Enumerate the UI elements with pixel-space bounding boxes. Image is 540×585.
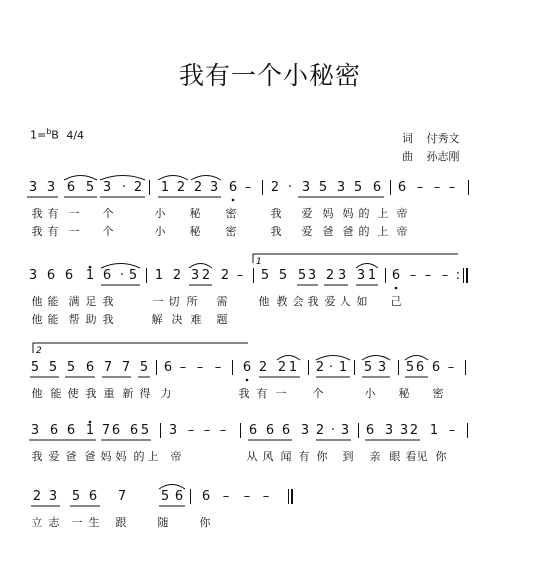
augmentation-dot: · xyxy=(328,360,334,375)
dash-sustain: – xyxy=(447,360,455,375)
dash-sustain: – xyxy=(448,423,456,438)
note: 7 xyxy=(103,360,113,375)
lyric-char: 妈 xyxy=(342,207,354,220)
lyric-char: 能 xyxy=(47,313,59,326)
note: 6 xyxy=(129,423,139,438)
note: 6 xyxy=(174,489,184,504)
note: 2 xyxy=(315,423,325,438)
lyric-char: 到 xyxy=(342,450,354,463)
note: 3 xyxy=(307,268,317,283)
note: 3 xyxy=(48,489,58,504)
octave-dot-high xyxy=(89,266,92,269)
note: 3 xyxy=(337,268,347,283)
lyric-char: 我 xyxy=(31,225,43,238)
note: 7 xyxy=(117,489,127,504)
lyric-char: 密 xyxy=(225,207,237,220)
lyric-char: 所 xyxy=(186,295,198,308)
dash-sustain: – xyxy=(243,489,251,504)
note: 2 xyxy=(172,268,182,283)
slur-arc xyxy=(405,356,428,361)
note: 2 xyxy=(270,180,280,195)
note: 1 xyxy=(160,180,170,195)
note: 3 xyxy=(340,423,350,438)
note: 6 xyxy=(85,360,95,375)
slur-arc xyxy=(356,264,378,269)
lyric-char: 我 xyxy=(238,387,250,400)
note: 6 xyxy=(431,360,441,375)
lyric-char: 个 xyxy=(312,387,324,400)
first-ending-number: 1 xyxy=(256,257,262,267)
lyric-char: 难 xyxy=(190,313,202,326)
lyric-char: 爱 xyxy=(301,225,313,238)
note: 2 xyxy=(325,268,335,283)
note: 7 xyxy=(101,423,111,438)
slur-arc xyxy=(159,485,185,490)
lyric-char: 满 xyxy=(68,295,80,308)
note: 5 xyxy=(318,180,328,195)
octave-dot-low xyxy=(232,199,235,202)
note: 3 xyxy=(384,423,394,438)
lyric-char: 上 xyxy=(377,207,389,220)
note: 6 xyxy=(111,423,121,438)
lyric-char: 我 xyxy=(102,295,114,308)
lyric-char: 我 xyxy=(102,313,114,326)
note: 6 xyxy=(49,423,59,438)
lyric-char: 会 xyxy=(292,295,304,308)
note: 6 xyxy=(397,180,407,195)
lyric-char: 密 xyxy=(432,387,444,400)
credit-name: 孙志刚 xyxy=(426,150,460,163)
lyric-char: 闻 xyxy=(280,450,292,463)
augmentation-dot: · xyxy=(119,268,125,283)
lyric-char: 小 xyxy=(154,207,166,220)
note: 2 xyxy=(32,489,42,504)
note: 5 xyxy=(71,489,81,504)
lyric-char: 个 xyxy=(102,207,114,220)
credit-name: 付秀文 xyxy=(426,132,460,145)
dash-sustain: – xyxy=(424,268,432,283)
lyric-char: 一 xyxy=(68,225,80,238)
credit-role: 曲 xyxy=(402,150,413,163)
dash-sustain: – xyxy=(236,268,244,283)
note: 1 xyxy=(154,268,164,283)
lyric-char: 上 xyxy=(147,450,159,463)
note: 1 xyxy=(288,360,298,375)
dash-sustain: – xyxy=(448,180,456,195)
lyric-char: 一 xyxy=(68,207,80,220)
note: 1 xyxy=(338,360,348,375)
lyric-char: 人 xyxy=(339,295,351,308)
note: 3 xyxy=(28,268,38,283)
note: 3 xyxy=(46,180,56,195)
dash-sustain: – xyxy=(416,180,424,195)
note: 5 xyxy=(30,360,40,375)
lyric-char: 助 xyxy=(85,313,97,326)
note: 6 xyxy=(66,180,76,195)
note: 1 xyxy=(367,268,377,283)
note: 1 xyxy=(85,423,95,438)
dash-sustain: – xyxy=(187,423,195,438)
note: 6 xyxy=(248,423,258,438)
note: 3 xyxy=(102,180,112,195)
lyric-char: 他 xyxy=(31,387,43,400)
dash-sustain: – xyxy=(244,180,252,195)
lyric-char: 新 xyxy=(122,387,134,400)
lyric-char: 能 xyxy=(50,387,62,400)
note: 5 xyxy=(353,180,363,195)
note: 2 xyxy=(277,360,287,375)
lyric-char: 小 xyxy=(364,387,376,400)
key-note: B xyxy=(51,128,59,142)
slur-arc xyxy=(362,356,390,361)
lyric-char: 有 xyxy=(256,387,268,400)
dash-sustain: – xyxy=(179,360,187,375)
dash-sustain: – xyxy=(262,489,270,504)
lyric-char: 我 xyxy=(85,387,97,400)
note: 3 xyxy=(336,180,346,195)
lyric-char: 秘 xyxy=(189,225,201,238)
note: 6 xyxy=(66,423,76,438)
augmentation-dot: · xyxy=(330,423,336,438)
lyric-char: 爸 xyxy=(65,450,77,463)
repeat-colon: : xyxy=(455,268,461,283)
note: 3 xyxy=(190,268,200,283)
lyric-char: 上 xyxy=(377,225,389,238)
lyric-char: 切 xyxy=(168,295,180,308)
note: 1 xyxy=(85,268,95,283)
note: 3 xyxy=(168,423,178,438)
dash-sustain: – xyxy=(196,360,204,375)
note: 2 xyxy=(315,360,325,375)
lyric-char: 力 xyxy=(160,387,172,400)
time-signature: 4/4 xyxy=(66,128,85,142)
lyric-char: 题 xyxy=(216,313,228,326)
dash-sustain: – xyxy=(433,180,441,195)
augmentation-dot: · xyxy=(121,180,127,195)
lyric-char: 我 xyxy=(307,295,319,308)
lyric-char: 看 xyxy=(405,450,417,463)
lyric-char: 一 xyxy=(152,295,164,308)
slur-arc xyxy=(64,176,97,181)
note: 2 xyxy=(176,180,186,195)
lyric-char: 帝 xyxy=(396,207,408,220)
note: 6 xyxy=(46,268,56,283)
note: 5 xyxy=(278,268,288,283)
note: 6 xyxy=(372,180,382,195)
note: 6 xyxy=(281,423,291,438)
lyric-char: 如 xyxy=(356,295,368,308)
lyric-char: 风 xyxy=(262,450,274,463)
note: 6 xyxy=(265,423,275,438)
song-title: 我有一个小秘密 xyxy=(178,61,361,90)
note: 3 xyxy=(301,180,311,195)
note: 3 xyxy=(300,423,310,438)
note: 3 xyxy=(356,268,366,283)
lyric-char: 个 xyxy=(102,225,114,238)
lyric-char: 妈 xyxy=(322,207,334,220)
lyric-char: 爱 xyxy=(301,207,313,220)
note: 5 xyxy=(260,268,270,283)
lyric-char: 随 xyxy=(157,516,169,529)
augmentation-dot: · xyxy=(287,180,293,195)
note: 2 xyxy=(193,180,203,195)
lyric-char: 能 xyxy=(47,295,59,308)
lyric-char: 有 xyxy=(47,207,59,220)
lyric-char: 他 xyxy=(258,295,270,308)
note: 5 xyxy=(85,180,95,195)
lyric-char: 爱 xyxy=(324,295,336,308)
lyric-char: 妈 xyxy=(100,450,112,463)
note: 3 xyxy=(209,180,219,195)
lyric-char: 我 xyxy=(31,450,43,463)
lyric-char: 决 xyxy=(171,313,183,326)
lyric-char: 得 xyxy=(139,387,151,400)
lyric-char: 的 xyxy=(358,207,370,220)
lyric-char: 你 xyxy=(199,516,211,529)
lyric-char: 生 xyxy=(88,516,100,529)
dash-sustain: – xyxy=(203,423,211,438)
lyric-char: 帮 xyxy=(68,313,80,326)
lyric-char: 我 xyxy=(270,207,282,220)
lyric-char: 足 xyxy=(85,295,97,308)
slur-arc xyxy=(101,264,140,269)
lyric-char: 爱 xyxy=(48,450,60,463)
note: 5 xyxy=(160,489,170,504)
octave-dot-low xyxy=(395,287,398,290)
note: 5 xyxy=(48,360,58,375)
lyric-char: 帝 xyxy=(170,450,182,463)
lyric-char: 志 xyxy=(48,516,60,529)
slur-arc xyxy=(191,176,221,181)
note: 6 xyxy=(64,268,74,283)
lyric-char: 爸 xyxy=(322,225,334,238)
lyric-char: 一 xyxy=(275,387,287,400)
lyric-char: 妈 xyxy=(115,450,127,463)
octave-dot-low xyxy=(246,379,249,382)
lyric-char: 立 xyxy=(31,516,43,529)
lyric-char: 爸 xyxy=(84,450,96,463)
note: 6 xyxy=(242,360,252,375)
lyric-char: 我 xyxy=(270,225,282,238)
note: 5 xyxy=(297,268,307,283)
lyric-char: 解 xyxy=(151,313,163,326)
slur-arc xyxy=(277,356,300,361)
note: 3 xyxy=(399,423,409,438)
key-prefix: 1= xyxy=(30,128,47,142)
note: 5 xyxy=(363,360,373,375)
lyric-char: 眼 xyxy=(389,450,401,463)
note: 2 xyxy=(220,268,230,283)
note: 2 xyxy=(133,180,143,195)
octave-dot-high xyxy=(89,421,92,424)
note: 3 xyxy=(377,360,387,375)
note: 5 xyxy=(139,360,149,375)
note: 6 xyxy=(228,180,238,195)
note: 6 xyxy=(415,360,425,375)
note: 1 xyxy=(429,423,439,438)
note: 6 xyxy=(201,489,211,504)
lyric-char: 你 xyxy=(316,450,328,463)
second-ending-number: 2 xyxy=(36,346,42,356)
note: 5 xyxy=(128,268,138,283)
lyric-char: 秘 xyxy=(398,387,410,400)
lyric-char: 他 xyxy=(31,313,43,326)
lyric-char: 从 xyxy=(246,450,258,463)
dash-sustain: – xyxy=(409,268,417,283)
credit-role: 词 xyxy=(402,132,413,145)
lyric-char: 一 xyxy=(71,516,83,529)
lyric-char: 跟 xyxy=(115,516,127,529)
dash-sustain: – xyxy=(214,360,222,375)
lyric-char: 的 xyxy=(358,225,370,238)
lyric-char: 的 xyxy=(133,450,145,463)
note: 2 xyxy=(409,423,419,438)
dash-sustain: – xyxy=(222,489,230,504)
lyric-char: 需 xyxy=(216,295,228,308)
slur-arc xyxy=(158,176,188,181)
note: 2 xyxy=(258,360,268,375)
lyric-char: 我 xyxy=(31,207,43,220)
note: 5 xyxy=(405,360,415,375)
lyric-char: 小 xyxy=(154,225,166,238)
flat-sign: b xyxy=(46,127,52,136)
note: 3 xyxy=(30,423,40,438)
lyric-char: 他 xyxy=(31,295,43,308)
note: 5 xyxy=(140,423,150,438)
note: 6 xyxy=(102,268,112,283)
lyric-char: 教 xyxy=(276,295,288,308)
lyric-char: 重 xyxy=(103,387,115,400)
lyric-char: 有 xyxy=(298,450,310,463)
lyric-char: 己 xyxy=(390,295,402,308)
lyric-char: 爸 xyxy=(342,225,354,238)
dash-sustain: – xyxy=(219,423,227,438)
slur-arc xyxy=(316,356,350,361)
note: 6 xyxy=(88,489,98,504)
lyric-char: 秘 xyxy=(189,207,201,220)
dash-sustain: – xyxy=(441,268,449,283)
lyric-char: 见 xyxy=(416,450,428,463)
note: 5 xyxy=(66,360,76,375)
lyric-char: 有 xyxy=(47,225,59,238)
note: 3 xyxy=(28,180,38,195)
slur-arc xyxy=(189,264,212,269)
lyric-char: 密 xyxy=(225,225,237,238)
slur-arc xyxy=(100,176,145,181)
lyric-char: 你 xyxy=(435,450,447,463)
note: 7 xyxy=(121,360,131,375)
lyric-char: 亲 xyxy=(369,450,381,463)
note: 6 xyxy=(391,268,401,283)
lyric-char: 使 xyxy=(67,387,79,400)
note: 2 xyxy=(201,268,211,283)
note: 6 xyxy=(365,423,375,438)
lyric-char: 帝 xyxy=(396,225,408,238)
note: 6 xyxy=(163,360,173,375)
